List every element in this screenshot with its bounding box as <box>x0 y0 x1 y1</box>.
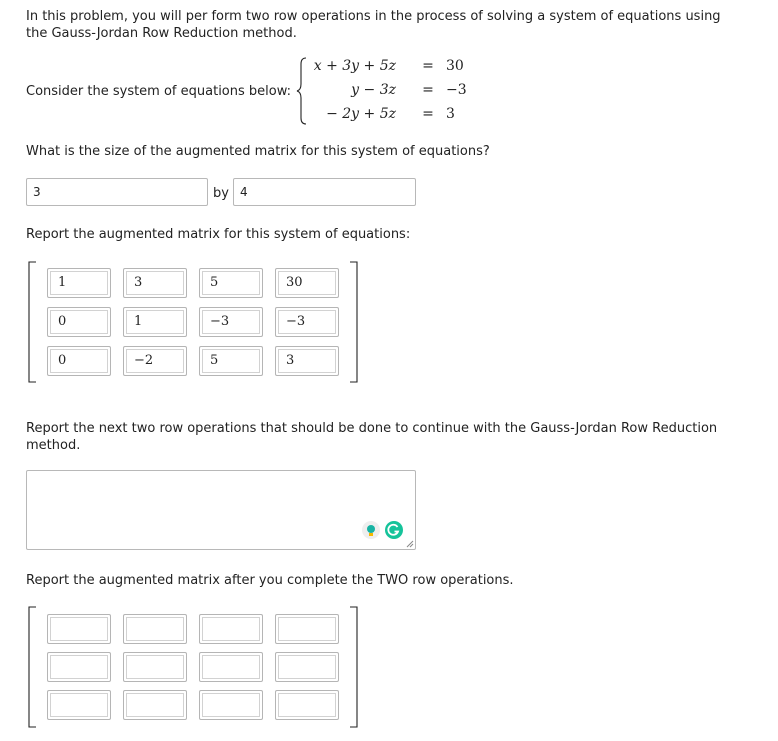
final-matrix-cell[interactable] <box>199 614 263 644</box>
lightbulb-glyph <box>362 521 380 539</box>
matrix-cell[interactable]: −3 <box>199 307 263 337</box>
row-operations-textarea[interactable] <box>26 470 416 550</box>
equation-lhs: x + 3y + 5z <box>313 58 396 74</box>
matrix-cell[interactable]: 1 <box>123 307 187 337</box>
final-matrix-question: Report the augmented matrix after you complete the TWO row operations. <box>26 573 514 588</box>
equation-lhs: − 2y + 5z <box>326 106 396 122</box>
equals-sign: = <box>422 58 434 74</box>
right-bracket-icon <box>348 605 360 730</box>
final-augmented-matrix <box>26 605 366 730</box>
left-bracket-icon <box>26 260 38 385</box>
columns-input[interactable]: 4 <box>233 178 416 206</box>
problem-intro: In this problem, you will per form two row operations in the process of solving a system of equations using the Gauss-Jordan Row Reduction method. <box>26 9 721 41</box>
final-matrix-cell[interactable] <box>47 690 111 720</box>
final-matrix-cell[interactable] <box>47 614 111 644</box>
by-label: by <box>213 186 229 201</box>
matrix-cell[interactable]: 3 <box>275 346 339 376</box>
equation-lhs: y − 3z <box>351 82 396 98</box>
grammarly-icon[interactable] <box>385 521 403 539</box>
equation-row <box>296 58 476 78</box>
final-matrix-cell[interactable] <box>123 614 187 644</box>
right-bracket-icon <box>348 260 360 385</box>
equals-sign: = <box>422 82 434 98</box>
matrix-cell[interactable]: 5 <box>199 346 263 376</box>
equation-rhs: 30 <box>446 58 464 74</box>
rows-input[interactable]: 3 <box>26 178 208 206</box>
final-matrix-cell[interactable] <box>47 652 111 682</box>
matrix-cell[interactable]: −3 <box>275 307 339 337</box>
matrix-cell[interactable]: 0 <box>47 346 111 376</box>
equation-row <box>296 106 476 126</box>
equation-system <box>296 56 476 126</box>
matrix-question: Report the augmented matrix for this system of equations: <box>26 227 411 242</box>
matrix-cell[interactable]: 5 <box>199 268 263 298</box>
final-matrix-cell[interactable] <box>123 690 187 720</box>
matrix-cell[interactable]: −2 <box>123 346 187 376</box>
final-matrix-cell[interactable] <box>275 652 339 682</box>
grammarly-glyph <box>385 521 403 539</box>
final-matrix-cell[interactable] <box>123 652 187 682</box>
matrix-cell[interactable]: 30 <box>275 268 339 298</box>
equation-rhs: −3 <box>446 82 467 98</box>
lightbulb-icon[interactable] <box>362 521 380 539</box>
final-matrix-cell[interactable] <box>275 690 339 720</box>
row-operations-question: Report the next two row operations that should be done to continue with the Gauss-Jordan Row Reduction method. <box>26 421 718 453</box>
final-matrix-cell[interactable] <box>199 652 263 682</box>
consider-label: Consider the system of equations below: <box>26 84 292 99</box>
matrix-cell[interactable]: 1 <box>47 268 111 298</box>
left-bracket-icon <box>26 605 38 730</box>
matrix-cell[interactable]: 0 <box>47 307 111 337</box>
augmented-matrix <box>26 260 366 385</box>
final-matrix-cell[interactable] <box>275 614 339 644</box>
resize-handle-icon[interactable] <box>406 540 414 548</box>
equation-rhs: 3 <box>446 106 455 122</box>
final-matrix-cell[interactable] <box>199 690 263 720</box>
size-question: What is the size of the augmented matrix for this system of equations? <box>26 144 490 159</box>
matrix-cell[interactable]: 3 <box>123 268 187 298</box>
equation-row <box>296 82 476 102</box>
equals-sign: = <box>422 106 434 122</box>
